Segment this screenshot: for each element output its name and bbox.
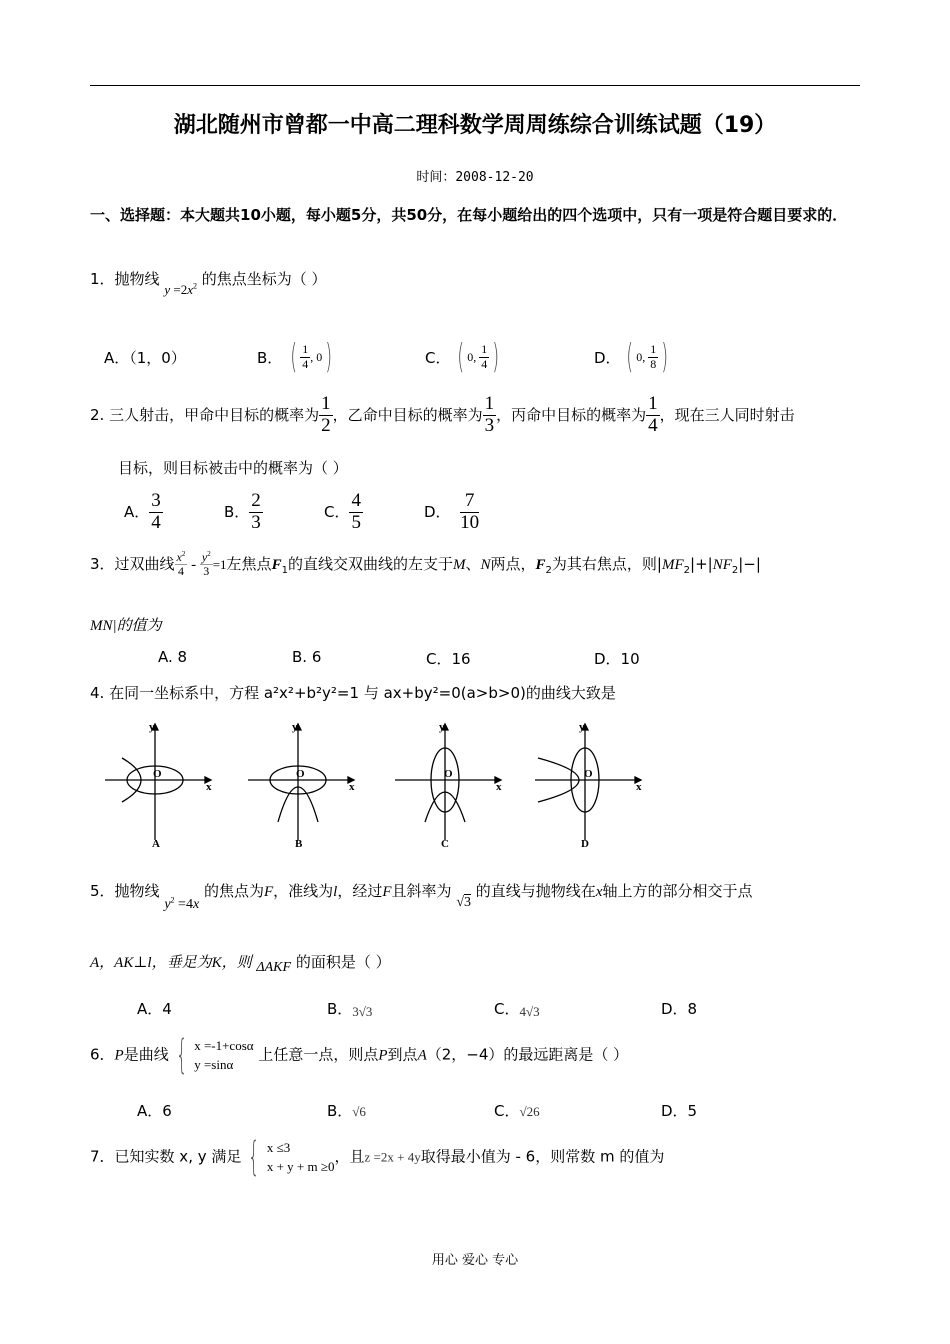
exam-date: 时间：2008-12-20: [416, 170, 534, 185]
q5-option-d: D．8: [661, 1000, 698, 1018]
q5-option-a: A．4: [137, 1000, 172, 1018]
page-title: 湖北随州市曾都一中高二理科数学周周练综合训练试题（19）: [173, 113, 777, 138]
q6-option-c: C．√26: [494, 1102, 540, 1120]
q1-option-d: D．: [594, 349, 621, 367]
q3-frac-x: $\frac{x^2}{4}$: [176, 550, 186, 579]
question-6: 6．P是曲线 { x =-1+cosα y =sinα 上任意一点，则点P到点A（2，−4）的最远距离是（ ）: [90, 1032, 629, 1078]
question-5: 5．抛物线 $y^2 =4x$ 的焦点为F，准线为l，经过F且斜率为 √3 的直线与抛物线在x轴上方的部分相交于点: [90, 882, 753, 912]
q1-option-b: B．: [257, 349, 283, 367]
q2-text-c: ，丙命中目标的概率为: [496, 405, 647, 424]
q6-text-b: 是曲线: [123, 1045, 169, 1064]
q5-text-g: 轴上方的部分相交于点: [602, 882, 753, 900]
q2-text-a: 2. 三人射击，甲命中目标的概率为: [90, 405, 320, 424]
svg-text:O: O: [444, 768, 453, 780]
q4-graphs: [100, 722, 640, 852]
header-rule: [90, 85, 860, 86]
q5-expr: $y^2 =4x$: [164, 895, 200, 912]
q7-expr: z =2x + 4y: [364, 1149, 421, 1165]
graph-label-b: B: [295, 838, 303, 850]
q7-system: x ≤3 x + y + m ≥0: [266, 1140, 335, 1174]
q6-text-e: （2，−4）的最远距离是（ ）: [426, 1045, 629, 1064]
q5-option-b: B．3√3: [327, 1000, 373, 1019]
q3-text-e: 为其右焦点，则|: [551, 555, 662, 574]
q1-option-d-value: ( 0, $\frac{1}{8}$ ): [626, 337, 669, 377]
graph-c: [395, 724, 501, 840]
graph-label-d: D: [581, 838, 589, 850]
q6-option-a: A．6: [137, 1102, 172, 1120]
q1-tail: 的焦点坐标为（ ）: [201, 270, 327, 288]
svg-text:y: y: [292, 721, 298, 733]
q5-text-b: 的焦点为: [203, 882, 264, 900]
svg-text:y: y: [579, 721, 585, 733]
q7-text-a: 7．已知实数 x, y 满足: [90, 1147, 242, 1166]
q3-line-2: MN|的值为: [90, 618, 162, 634]
q6-text-a: 6．: [90, 1045, 115, 1064]
page-footer: 用心 爱心 专心: [431, 1253, 519, 1268]
svg-text:O: O: [584, 768, 593, 780]
question-2: [90, 394, 795, 437]
q7-text-c: 取得最小值为 - 6，则常数 m 的值为: [420, 1147, 665, 1166]
q2-text-b: ，乙命中目标的概率为: [332, 405, 483, 424]
q2-frac-1: $\frac{1}{2}$: [321, 393, 331, 436]
q3-text-g: |−|: [738, 555, 761, 574]
graph-b: [248, 724, 354, 840]
q5-line-2: A，AK⊥l，垂足为K，则 ΔAKF 的面积是（ ）: [90, 953, 391, 975]
q6-option-d: D．5: [661, 1102, 698, 1120]
graph-d: [535, 724, 641, 840]
svg-text:x: x: [206, 781, 212, 793]
graph-label-c: C: [441, 838, 449, 850]
q1-option-b-value: ( $\frac{1}{4}$ , 0): [290, 337, 333, 377]
q5-sqrt3: √3: [456, 895, 471, 910]
graph-a: [105, 724, 211, 840]
q2-option-d: D． $\frac{7}{10}$: [424, 490, 480, 533]
q5-option-c: C．4√3: [494, 1000, 540, 1019]
q3-option-d: D．10: [594, 650, 640, 668]
q5-text-c: ，准线为: [273, 882, 334, 900]
svg-text:x: x: [636, 781, 642, 793]
svg-text:x: x: [349, 781, 355, 793]
q3-option-a: A. 8: [158, 648, 188, 666]
q2-frac-2: $\frac{1}{3}$: [484, 393, 495, 436]
q3-text-d: 两点，: [490, 555, 536, 574]
q1-option-a: A．（1，0）: [104, 349, 186, 367]
q3-text-b: 左焦点: [226, 555, 272, 574]
q1-option-c-value: ( 0, $\frac{1}{4}$ ): [457, 337, 500, 377]
q2-text-d: ，现在三人同时射击: [659, 405, 795, 424]
q1-expr: $y =2x^2$: [164, 281, 197, 297]
q3-text-c: 的直线交双曲线的左支于: [287, 555, 453, 574]
q2-option-b: B． $\frac{2}{3}$: [224, 490, 261, 533]
svg-text:y: y: [149, 721, 155, 733]
graph-label-a: A: [152, 838, 160, 850]
svg-text:O: O: [296, 768, 305, 780]
q7-text-b: ，且: [334, 1147, 365, 1166]
q5-text-f: 的直线与抛物线在: [475, 882, 596, 900]
svg-text:y: y: [439, 721, 445, 733]
q6-text-d: 到点: [387, 1045, 418, 1064]
q1-option-c: C．: [425, 349, 451, 367]
question-3: 3．过双曲线 $\frac{x^2}{4}$ - $\frac{y^2}{3}$ =1左焦点$F_1$的直线交双曲线的左支于M、N两点，$F_2$为其右焦点，则$|MF_2|+|NF_2|-|$: [90, 550, 761, 579]
q5-text-a: 5．抛物线: [90, 882, 160, 900]
q2-option-a: A． $\frac{3}{4}$: [124, 490, 161, 533]
q6-system: x =-1+cosα y =sinα: [194, 1038, 254, 1072]
q3-option-c: C．16: [426, 650, 471, 668]
section-heading: 一、选择题：本大题共10小题，每小题5分，共50分，在每小题给出的四个选项中，只有一项是符合题目要求的．: [90, 206, 848, 224]
question-4: 4. 在同一坐标系中，方程 a²x²+b²y²=1 与 ax+by²=0(a>b>0)的曲线大致是: [90, 684, 616, 702]
q3-frac-y: $\frac{y^2}{3}$: [201, 550, 211, 579]
q5-text-d: ，经过: [337, 882, 383, 900]
q5-text-e: 且斜率为: [391, 882, 452, 900]
q1-stem: 1．抛物线: [90, 270, 160, 288]
q3-option-b: B. 6: [292, 648, 322, 666]
q6-option-b: B．√6: [327, 1102, 366, 1120]
q6-text-c: 上任意一点，则点: [258, 1045, 379, 1064]
question-1: [90, 268, 327, 297]
question-7: 7．已知实数 x, y 满足 { x ≤3 x + y + m ≥0 ，且z =2x + 4y取得最小值为 - 6，则常数 m 的值为: [90, 1134, 665, 1180]
q3-text-a: 3．过双曲线: [90, 555, 175, 574]
q3-text-f: |+|: [690, 555, 713, 574]
svg-text:x: x: [496, 781, 502, 793]
q2-option-c: C． $\frac{4}{5}$: [324, 490, 361, 533]
q2-frac-3: $\frac{1}{4}$: [648, 393, 658, 436]
svg-text:O: O: [153, 768, 162, 780]
q2-line-2: 目标，则目标被击中的概率为（ ）: [118, 459, 348, 477]
